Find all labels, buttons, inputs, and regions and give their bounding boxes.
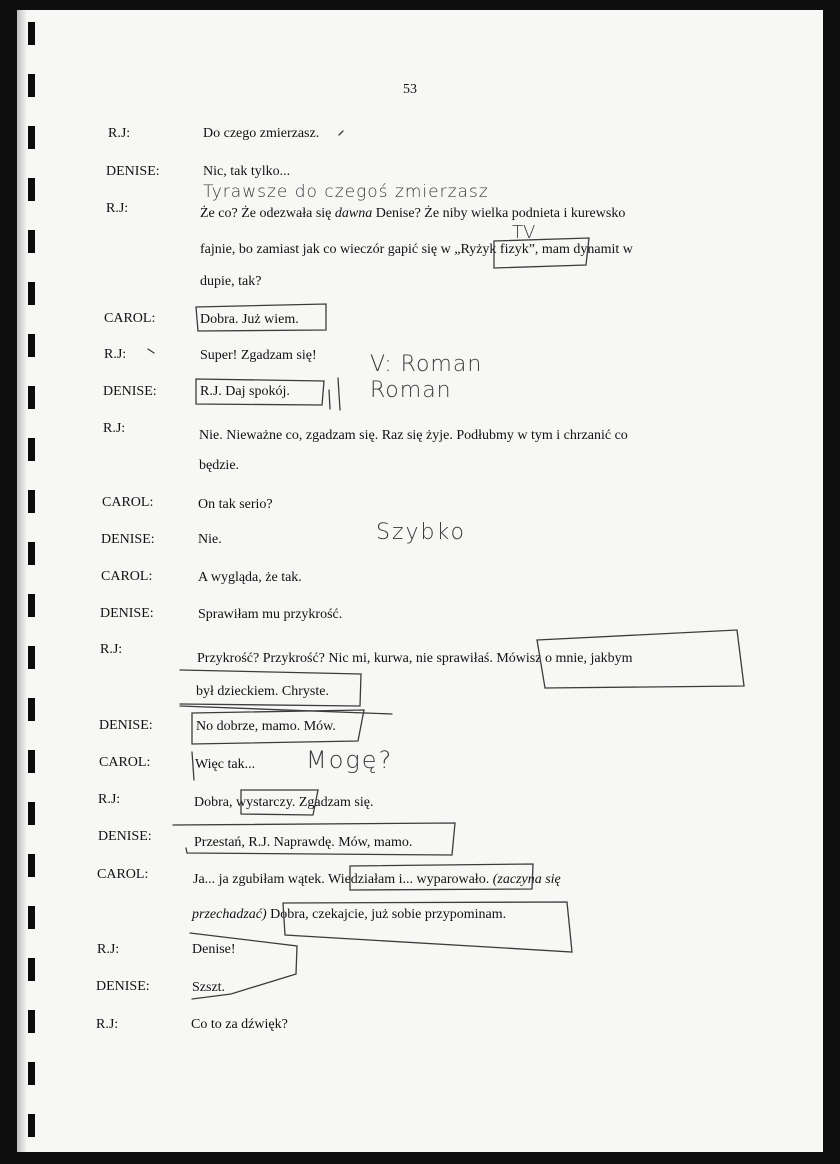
dialogue-text-part: Że co? Że odezwała się [200, 206, 335, 221]
speaker-label: DENISE: [101, 532, 155, 547]
dialogue-line: Nie. [198, 532, 222, 547]
pencil-box [537, 630, 744, 688]
dialogue-line: Dobra. Już wiem. [200, 312, 299, 327]
pencil-box [190, 933, 297, 999]
dialogue-line: Co to za dźwięk? [191, 1017, 288, 1032]
dialogue-line: Do czego zmierzasz. [203, 126, 320, 141]
dialogue-line: Denise! [192, 942, 236, 957]
handwritten-note: V: Roman [370, 352, 483, 377]
speaker-label: DENISE: [99, 718, 153, 733]
speaker-label: CAROL: [104, 311, 156, 326]
speaker-label: CAROL: [97, 867, 149, 882]
speaker-label: R.J: [104, 347, 127, 362]
dialogue-line: Sprawiłam mu przykrość. [198, 607, 343, 622]
page-number: 53 [403, 82, 417, 97]
dialogue-line: Więc tak... [195, 757, 256, 772]
stage-direction: przechadzać) [192, 907, 267, 922]
handwritten-note: Mogę? [306, 746, 394, 774]
speaker-label: DENISE: [103, 384, 157, 399]
speaker-label: DENISE: [96, 979, 150, 994]
speaker-label: DENISE: [98, 829, 152, 844]
pencil-box [196, 304, 326, 331]
dialogue-line: On tak serio? [198, 497, 273, 512]
dialogue-line: Nie. Nieważne co, zgadzam się. Raz się żyje. Podłubmy w tym i chrzanić co [199, 428, 628, 443]
pencil-box [192, 710, 364, 744]
speaker-label: DENISE: [106, 164, 160, 179]
dialogue-line: fajnie, bo zamiast jak co wieczór gapić się w „Ryżyk fizyk”, mam dynamit w [200, 242, 633, 257]
speaker-label: R.J: [100, 642, 123, 657]
dialogue-line: No dobrze, mamo. Mów. [196, 719, 336, 734]
speaker-label: R.J: [106, 201, 129, 216]
dialogue-text-part: Dobra, czekajcie, już sobie przypominam. [266, 907, 507, 922]
pencil-box [350, 864, 533, 890]
speaker-label: CAROL: [99, 755, 151, 770]
dialogue-line: A wygląda, że tak. [198, 570, 302, 585]
pencil-box [173, 823, 455, 855]
dialogue-line: Nic, tak tylko... [203, 164, 291, 179]
dialogue-line: Przykrość? Przykrość? Nic mi, kurwa, nie sprawiłaś. Mówisz o mnie, jakbym [197, 651, 633, 666]
speaker-label: R.J: [108, 126, 131, 141]
pencil-box [180, 670, 392, 714]
speaker-label: R.J: [98, 792, 121, 807]
pencil-box [192, 752, 194, 780]
pencil-box [329, 378, 340, 410]
handwritten-note: Tyrawsze do czegoś zmierzasz [203, 182, 489, 202]
pencil-box [196, 379, 324, 405]
handwritten-note: TV [512, 222, 536, 243]
speaker-label: R.J: [97, 942, 120, 957]
stage-direction: (zaczyna się [492, 872, 561, 887]
pencil-box [339, 131, 343, 135]
dialogue-line: R.J. Daj spokój. [200, 384, 290, 399]
speaker-label: CAROL: [101, 569, 153, 584]
handwritten-note: Roman [370, 378, 452, 403]
speaker-label: DENISE: [100, 606, 154, 621]
dialogue-line: Przestań, R.J. Naprawdę. Mów, mamo. [194, 835, 413, 850]
pencil-box [494, 238, 589, 268]
dialogue-line: będzie. [199, 458, 240, 473]
dialogue-line: Szszt. [192, 980, 226, 995]
speaker-label: R.J: [103, 421, 126, 436]
handwritten-note: Szybko [376, 520, 466, 545]
speaker-label: CAROL: [102, 495, 154, 510]
dialogue-text-part: Ja... ja zgubiłam wątek. Wiedziałam i... wyparowało. [193, 872, 493, 887]
pencil-box [148, 349, 154, 353]
dialogue-line: dupie, tak? [200, 274, 262, 289]
dialogue-line: był dzieckiem. Chryste. [196, 684, 329, 699]
dialogue-line: Dobra, wystarczy. Zgadzam się. [194, 795, 374, 810]
dialogue-text-part: Denise? Że niby wielka podnieta i kurewsko [372, 206, 626, 221]
dialogue-line: Super! Zgadzam się! [200, 348, 317, 363]
dialogue-text-italic: dawna [334, 206, 373, 221]
pencil-box [241, 790, 318, 815]
pencil-box [283, 902, 572, 952]
speaker-label: R.J: [96, 1017, 119, 1032]
